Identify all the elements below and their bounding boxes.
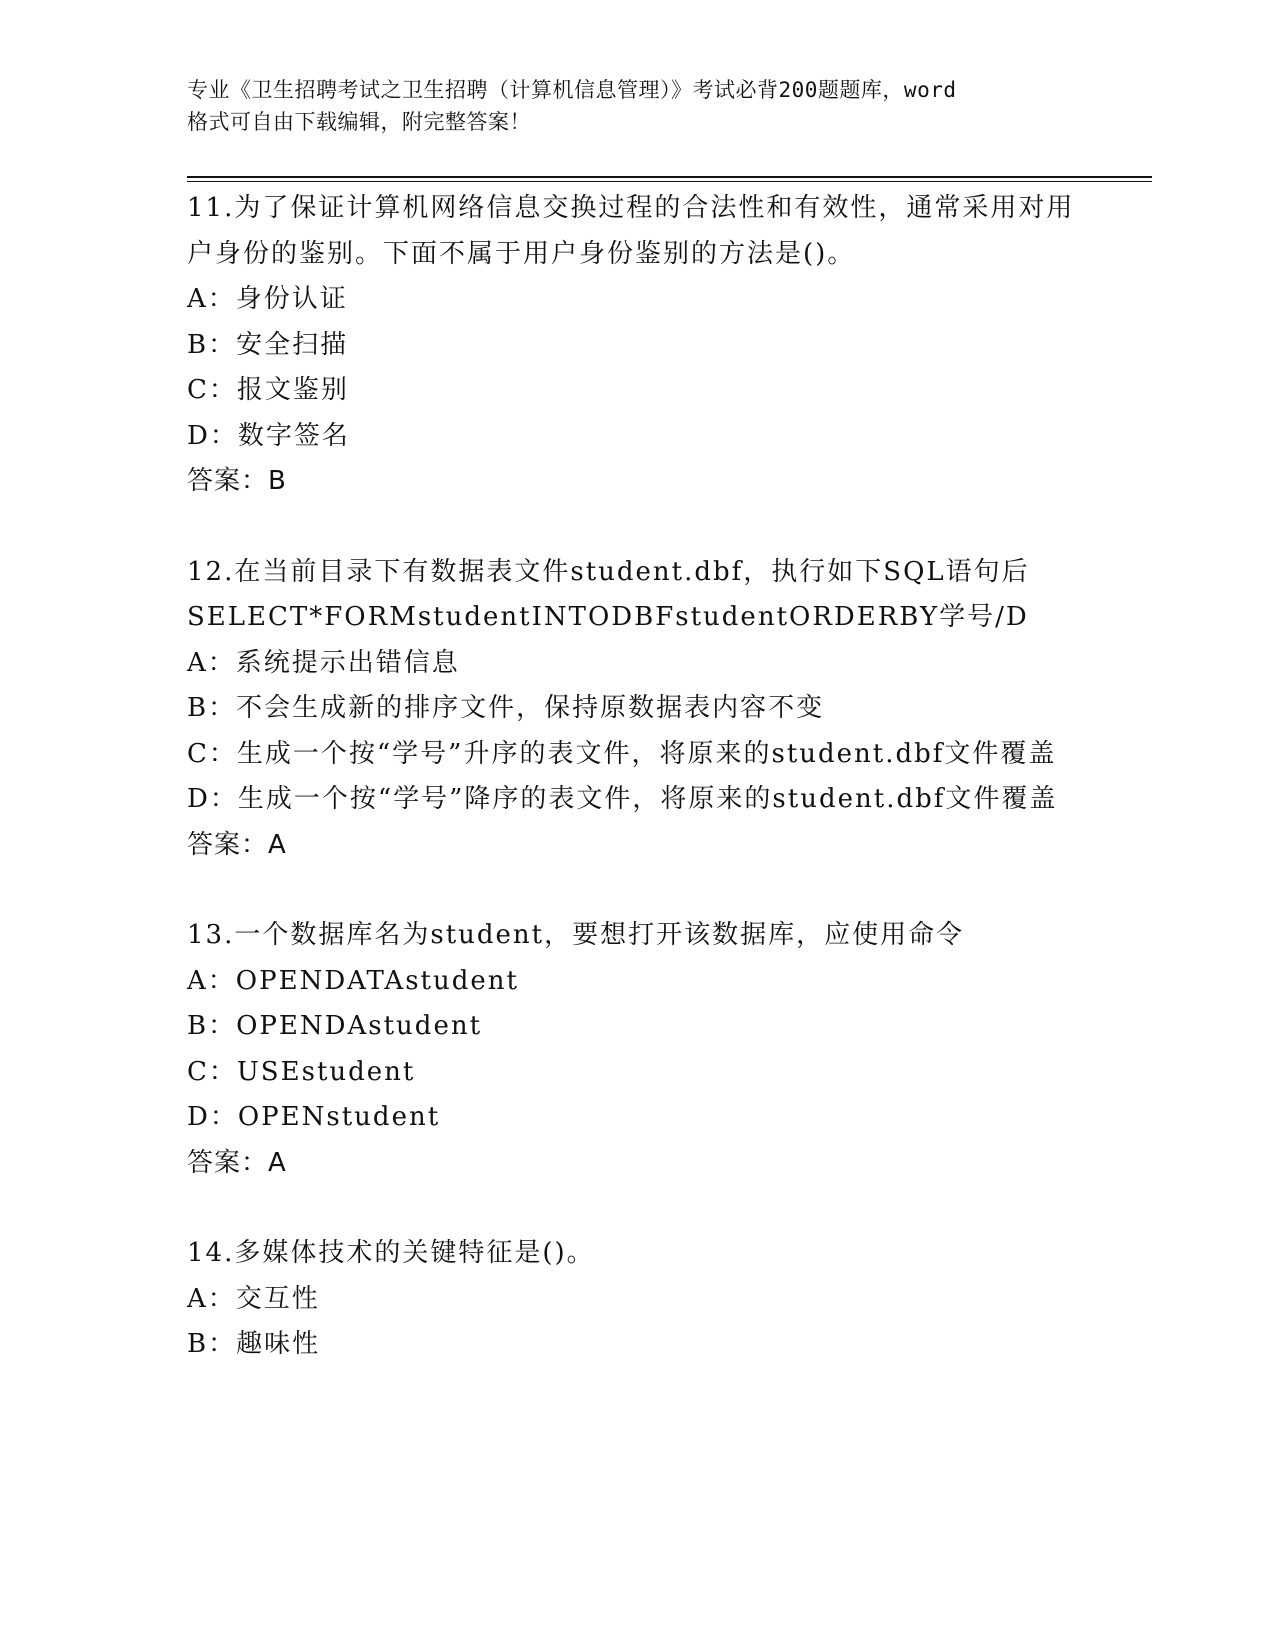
option-b: B：趣味性 [187, 1329, 321, 1359]
header-line-2: 格式可自由下载编辑，附完整答案！ [187, 110, 531, 134]
question-stem: 13.一个数据库名为student，要想打开该数据库，应使用命令 [187, 920, 965, 950]
option-a: A：系统提示出错信息 [187, 647, 460, 678]
document-header [187, 74, 1087, 138]
option-a: A：身份认证 [187, 284, 348, 314]
answer: 答案：B [187, 466, 287, 496]
question-13 [187, 913, 1087, 1186]
option-d: D：数字签名 [187, 420, 350, 451]
question-stem: 12.在当前目录下有数据表文件student.dbf，执行如下SQL语句后SELECT*FORMstudentINTODBFstudentORDERBY学号/D [187, 556, 1030, 632]
option-a: A：交互性 [187, 1283, 320, 1314]
option-c: C：报文鉴别 [187, 375, 349, 405]
question-stem: 14.多媒体技术的关键特征是()。 [187, 1238, 595, 1268]
option-c: C：生成一个按“学号”升序的表文件，将原来的student.dbf文件覆盖 [187, 738, 1057, 769]
option-c: C：USEstudent [187, 1056, 416, 1087]
header-line-1: 专业《卫生招聘考试之卫生招聘（计算机信息管理）》考试必背200题题库，word [187, 78, 957, 102]
answer: 答案：A [187, 829, 287, 860]
header-divider-thin [187, 181, 1152, 182]
question-stem: 11.为了保证计算机网络信息交换过程的合法性和有效性，通常采用对用户身份的鉴别。下面不属于用户身份鉴别的方法是()。 [187, 193, 1075, 269]
option-b: B：安全扫描 [187, 329, 349, 360]
option-a: A：OPENDATAstudent [187, 965, 519, 996]
answer: 答案：A [187, 1147, 287, 1178]
option-b: B：不会生成新的排序文件，保持原数据表内容不变 [187, 693, 825, 723]
option-b: B：OPENDAstudent [187, 1011, 483, 1041]
header-divider-thick [187, 176, 1152, 178]
question-list [187, 186, 1087, 1413]
question-14 [187, 1231, 1087, 1368]
question-12 [187, 550, 1087, 869]
option-d: D：生成一个按“学号”降序的表文件，将原来的student.dbf文件覆盖 [187, 784, 1058, 814]
question-11 [187, 186, 1087, 505]
option-d: D：OPENstudent [187, 1102, 441, 1132]
